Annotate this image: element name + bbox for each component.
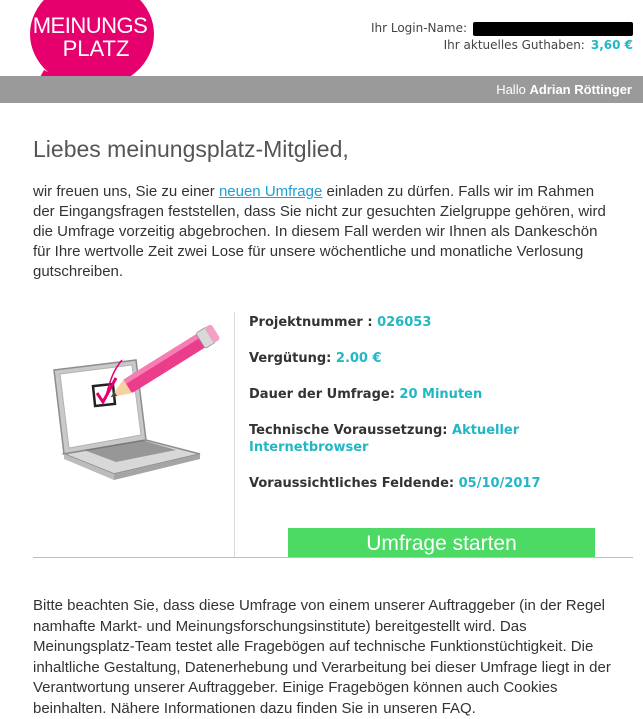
tech-requirement-label: Technische Voraussetzung: — [249, 423, 453, 438]
intro-text-after: einladen zu dürfen. Falls wir im Rahmen der Eingangsfragen feststellen, dass Sie nicht zur gesuchten Zielgruppe gehören, wird die Umfrage vorzeitig abgebrochen. In diesem Fall werden wir Ihnen als Dankeschön für Ihre wertvolle Zeit zwei Lose für unsere wöchentliche und monatliche Verlosung gutschreiben. — [33, 183, 606, 280]
redacted-login-name — [473, 22, 633, 36]
project-number-label: Projektnummer : — [249, 315, 378, 330]
reward-value: 2.00 € — [335, 351, 382, 366]
tech-requirement-value: Aktueller Internetbrowser — [249, 423, 520, 455]
tech-requirement-row — [249, 422, 549, 456]
balance-value: 3,60 € — [590, 38, 633, 52]
intro-paragraph — [33, 182, 613, 282]
project-number-row — [249, 314, 629, 331]
greeting-text: Hallo — [496, 82, 526, 97]
reward-label: Vergütung: — [249, 351, 336, 366]
reward-row — [249, 350, 629, 367]
new-survey-link[interactable]: neuen Umfrage — [218, 183, 323, 200]
header — [0, 0, 643, 76]
field-end-value: 05/10/2017 — [458, 476, 541, 491]
intro-text-before: wir freuen uns, Sie zu einer — [33, 183, 219, 200]
laptop-pencil-icon — [50, 312, 230, 482]
field-end-label: Voraussichtliches Feldende: — [249, 476, 459, 491]
project-number-value: 026053 — [377, 315, 432, 330]
notice-paragraph: Bitte beachten Sie, dass diese Umfrage von einem unserer Auftraggeber (in der Regel namhafte Markt- und Meinungsforschungsinstitute) bereitgestellt wird. Das Meinungsplatz-Team testet alle Fragebögen auf technische Funktionstüchtigkeit. Die inhaltliche Gestaltung, Datenerhebung und Verarbeitung bei dieser Umfrage liegt in der Verantwortung unserer Auftraggeber. Einige Fragebögen können auch Cookies beinhalten. Nähere Informationen dazu finden Sie in unseren FAQ. — [33, 597, 611, 717]
horizontal-divider — [33, 557, 633, 558]
duration-label: Dauer der Umfrage: — [249, 387, 400, 402]
page-title: Liebes meinungsplatz-Mitglied, — [33, 136, 349, 162]
greeting-bar — [0, 76, 643, 103]
login-name-row — [371, 20, 633, 37]
field-end-row — [249, 475, 629, 492]
start-survey-button[interactable]: Umfrage starten — [288, 528, 595, 558]
account-info — [371, 20, 633, 54]
logo-text-line1: MEINUNGS — [32, 13, 148, 38]
duration-row — [249, 386, 629, 403]
vertical-divider — [234, 312, 235, 557]
balance-row — [371, 37, 633, 54]
duration-value: 20 Minuten — [399, 387, 483, 402]
login-name-label: Ihr Login-Name: — [370, 21, 467, 35]
balance-label: Ihr aktuelles Guthaben: — [443, 38, 585, 52]
logo-text-line2: PLATZ — [62, 36, 130, 61]
user-name: Adrian Röttinger — [529, 82, 632, 97]
